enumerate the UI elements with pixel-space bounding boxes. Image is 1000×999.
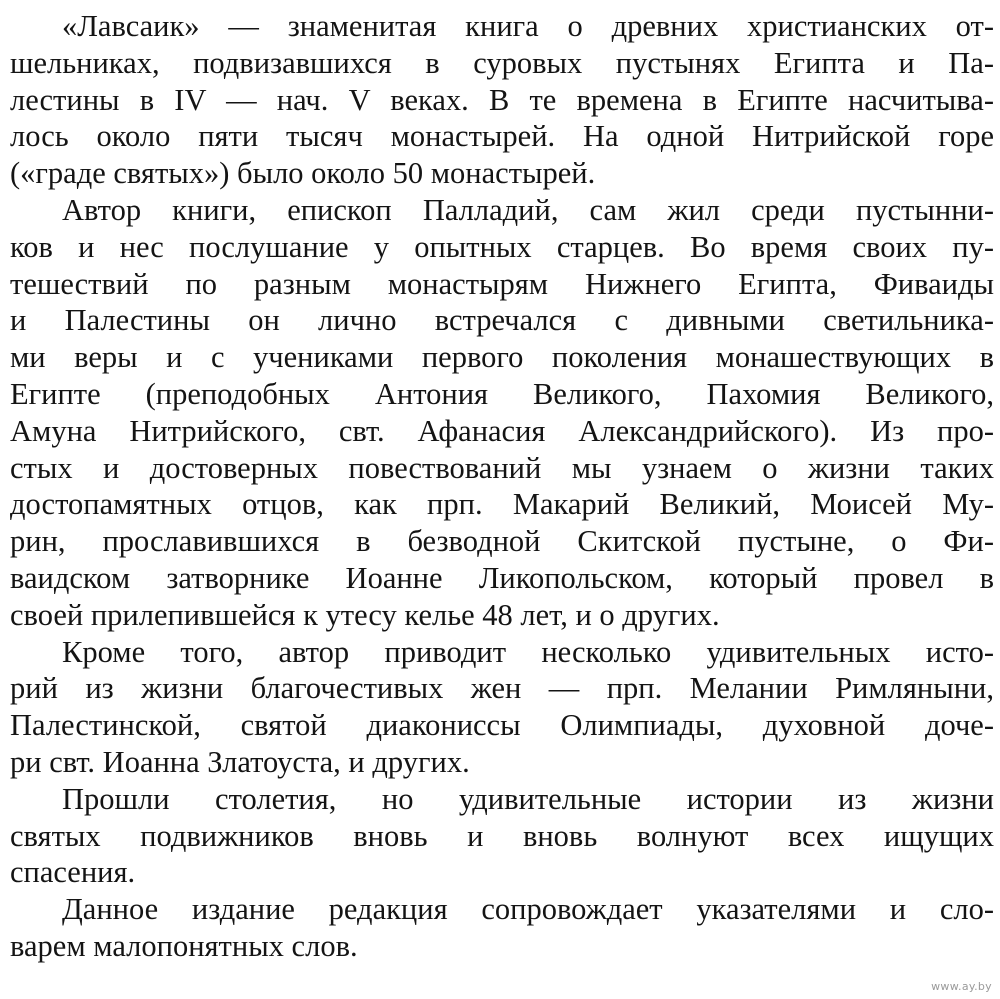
text-line: Автор книги, епископ Палладий, сам жил среди пустынни-: [62, 192, 994, 227]
text-line: и Палестины он лично встречался с дивными светильника-: [10, 303, 994, 338]
text-line: рий из жизни благочестивых жен — прп. Мелании Римляныни,: [10, 671, 994, 706]
watermark: www.ay.by: [931, 980, 992, 993]
text-line: Палестинской, святой диакониссы Олимпиады, духовной доче-: [10, 708, 994, 743]
text-line: рин, прославившихся в безводной Скитской пустыне, о Фи-: [10, 524, 994, 559]
text-line: достопамятных отцов, как прп. Макарий Великий, Моисей Му-: [10, 487, 994, 522]
text-line: стых и достоверных повествований мы узнаем о жизни таких: [10, 450, 994, 485]
paragraph-1: [10, 8, 994, 192]
text-line: («граде святых») было около 50 монастырей.: [10, 156, 596, 191]
text-line: Прошли столетия, но удивительные истории из жизни: [62, 781, 994, 816]
text-line: своей прилепившейся к утесу келье 48 лет, и о других.: [10, 597, 720, 632]
text-line: ков и нес послушание у опытных старцев. Во время своих пу-: [10, 229, 994, 264]
paragraph-2: [10, 192, 994, 634]
paragraph-3: [10, 634, 994, 781]
text-line: лестины в IV — нач. V веках. В те времена в Египте насчитыва-: [10, 82, 994, 117]
text-line: лось около пяти тысяч монастырей. На одной Нитрийской горе: [10, 119, 994, 154]
text-line: варем малопонятных слов.: [10, 928, 358, 963]
text-line: Египте (преподобных Антония Великого, Пахомия Великого,: [10, 376, 994, 411]
paragraph-5: [10, 891, 994, 965]
text-line: ми веры и с учениками первого поколения монашествующих в: [10, 340, 994, 375]
text-line: ри свт. Иоанна Златоуста, и других.: [10, 744, 470, 779]
document-page: [10, 8, 994, 965]
text-line: спасения.: [10, 855, 136, 890]
text-line: тешествий по разным монастырям Нижнего Египта, Фиваиды: [10, 266, 994, 301]
text-line: святых подвижников вновь и вновь волнуют всех ищущих: [10, 818, 994, 853]
paragraph-4: [10, 781, 994, 891]
text-line: Кроме того, автор приводит несколько удивительных исто-: [62, 634, 994, 669]
text-line: Данное издание редакция сопровождает указателями и сло-: [62, 892, 994, 927]
text-line: «Лавсаик» — знаменитая книга о древних христианских от-: [62, 9, 994, 43]
text-line: Амуна Нитрийского, свт. Афанасия Александрийского). Из про-: [10, 413, 994, 448]
text-line: ваидском затворнике Иоанне Ликопольском, который провел в: [10, 560, 994, 595]
text-line: шельниках, подвизавшихся в суровых пустынях Египта и Па-: [10, 45, 994, 80]
